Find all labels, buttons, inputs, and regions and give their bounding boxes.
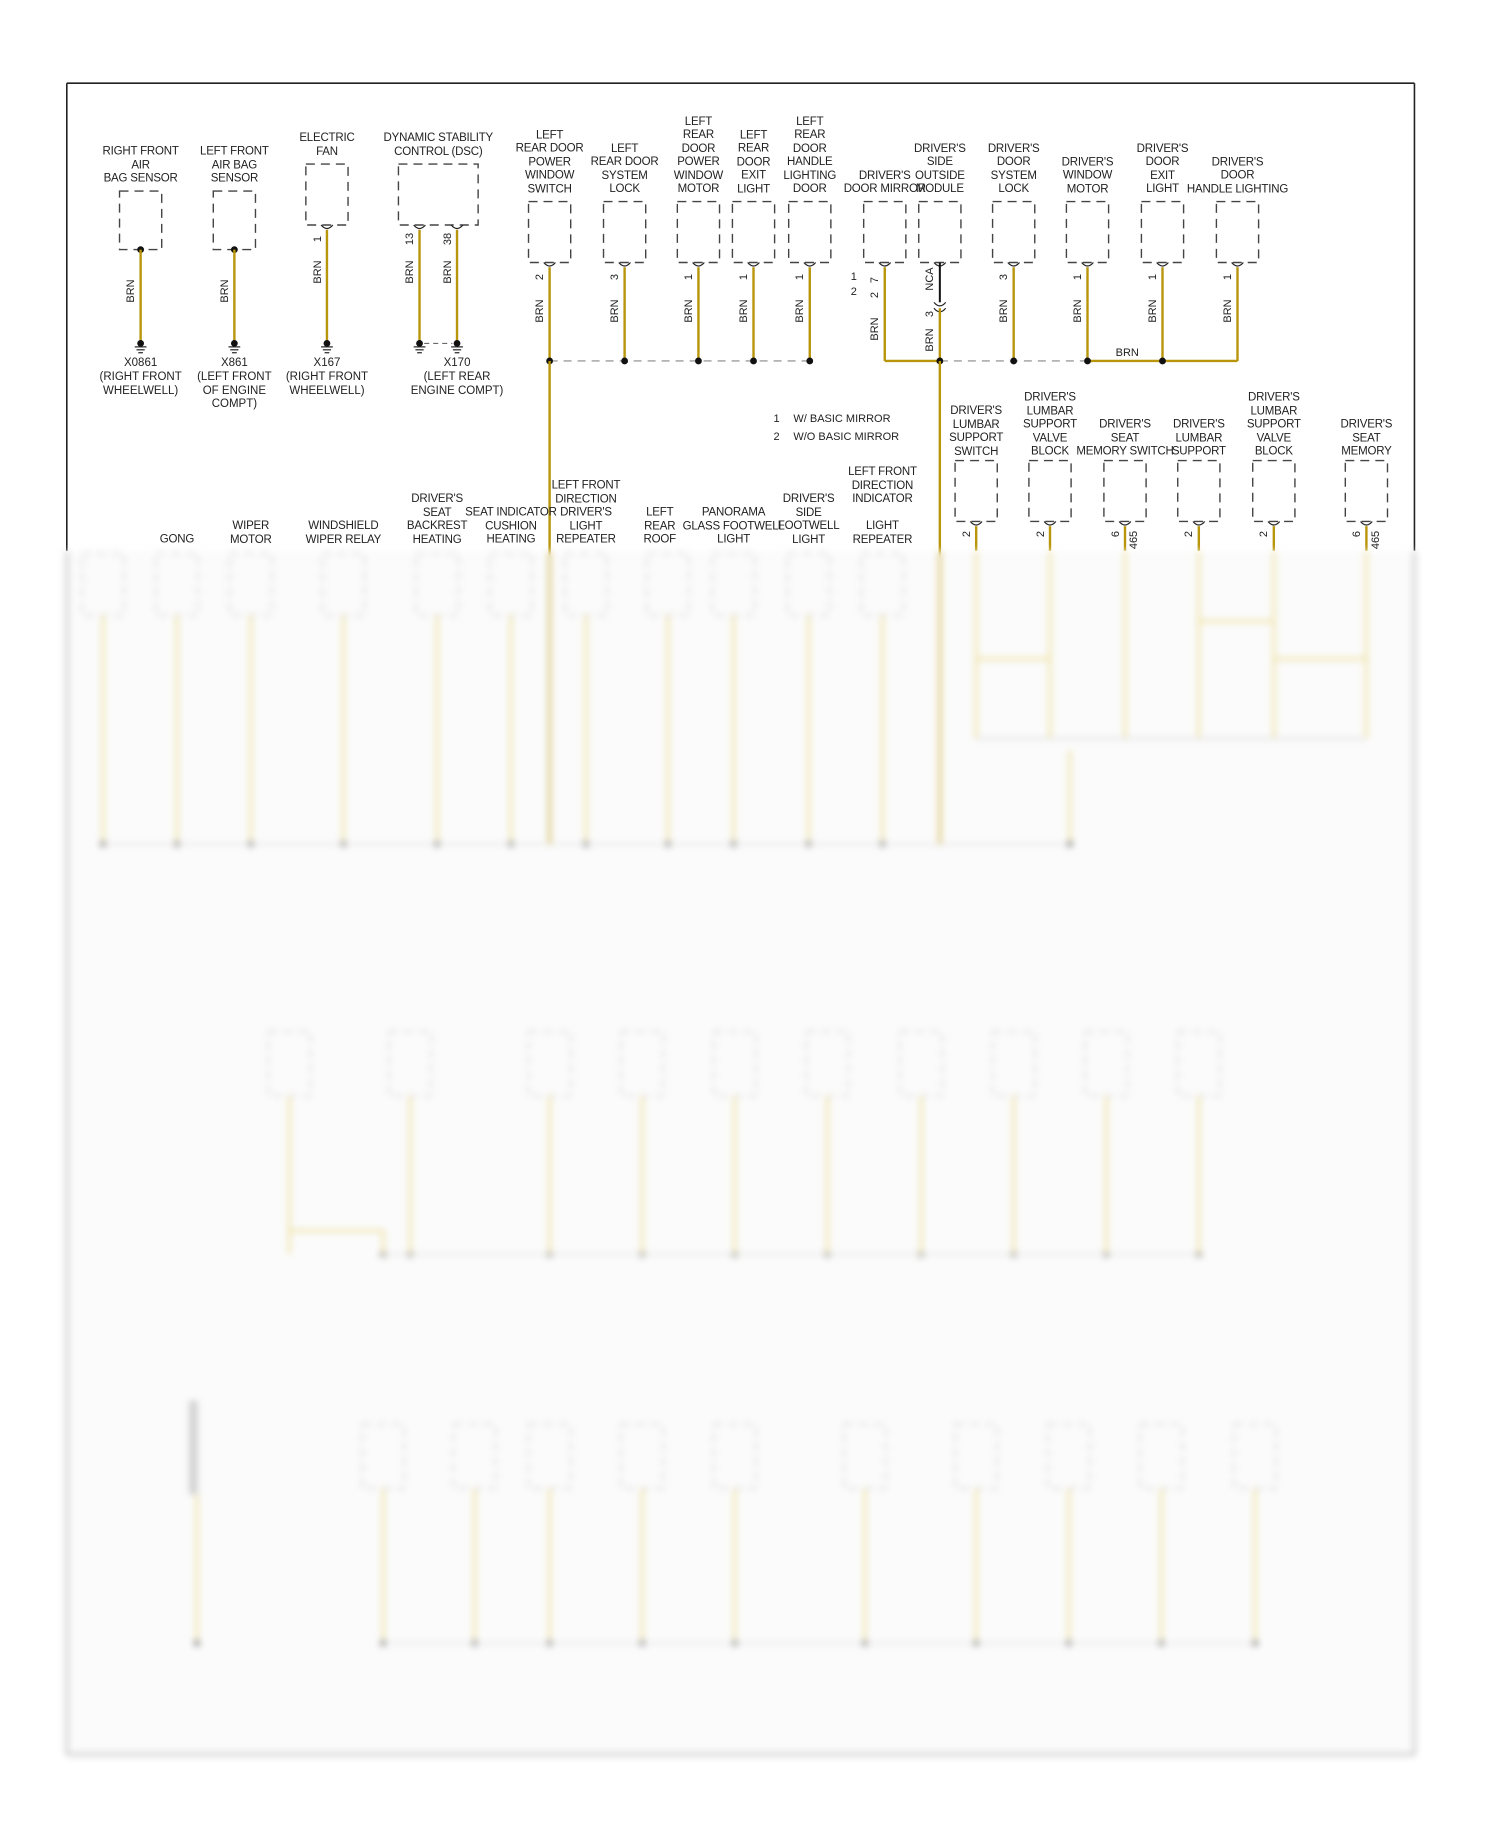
component-box xyxy=(789,202,831,263)
pin-number: 3 xyxy=(609,273,622,280)
component-label: DRIVER'S SEAT BACKREST HEATING xyxy=(406,493,468,546)
wire-color-label: BRN xyxy=(125,279,138,303)
pin-variant-number: 2 xyxy=(850,285,857,298)
component-box xyxy=(1104,461,1146,522)
pin-number: 2 xyxy=(1258,531,1271,538)
ground-id: X861 xyxy=(220,357,248,370)
wire-color-label: BRN xyxy=(998,298,1011,323)
pin-number: 13 xyxy=(404,232,417,246)
component-box xyxy=(529,202,571,263)
component-label: LEFT FRONT AIR BAG SENSOR xyxy=(200,145,269,185)
splice-dot xyxy=(1010,358,1017,365)
splice-dot xyxy=(1159,358,1166,365)
component-label: LEFT FRONT DIRECTION INDICATOR LIGHT REPEATER xyxy=(848,466,917,546)
pin-number: 1 xyxy=(1147,273,1160,280)
wire-color-label: BRN xyxy=(534,298,547,323)
wire-color-label: BRN xyxy=(794,298,807,323)
component-label: DRIVER'S DOOR HANDLE LIGHTING xyxy=(1186,156,1289,196)
ground-icon xyxy=(416,340,423,347)
component-label: DRIVER'S DOOR SYSTEM LOCK xyxy=(987,142,1040,196)
connector-icon xyxy=(934,302,946,306)
component-label: DRIVER'S LUMBAR SUPPORT VALVE BLOCK xyxy=(1246,391,1301,458)
nca-label: NCA xyxy=(924,267,937,291)
wire-color-label: BRN xyxy=(1115,346,1139,359)
component-box xyxy=(864,202,906,263)
ground-icon xyxy=(137,340,144,347)
wire-color-label: BRN xyxy=(683,298,696,323)
ground-icon xyxy=(454,340,461,347)
component-label: WINDSHIELD WIPER RELAY xyxy=(305,520,382,546)
ground-id: X0861 xyxy=(123,357,158,370)
component-box xyxy=(1345,461,1387,522)
obscured-dot xyxy=(1067,841,1074,848)
component-box xyxy=(1029,461,1071,522)
pin-number: 1 xyxy=(738,273,751,280)
component-box xyxy=(1066,202,1108,263)
component-box xyxy=(398,164,478,225)
component-box xyxy=(955,461,997,522)
pin-number: 2 xyxy=(534,273,547,280)
wire-color-label: BRN xyxy=(1222,298,1235,323)
component-label: SEAT INDICATOR CUSHION HEATING xyxy=(465,506,557,546)
obscured-dot xyxy=(193,1640,200,1647)
pin-number: 3 xyxy=(998,273,1011,280)
component-label: LEFT REAR ROOF xyxy=(643,506,676,546)
component-label: LEFT REAR DOOR POWER WINDOW SWITCH xyxy=(515,129,584,196)
pin-number: 3 xyxy=(924,311,937,318)
component-box xyxy=(1178,461,1220,522)
component-box xyxy=(213,191,255,250)
component-box xyxy=(677,202,719,263)
pin-number: 6 xyxy=(1351,531,1364,538)
component-label: RIGHT FRONT AIR BAG SENSOR xyxy=(102,145,179,185)
obscured-background xyxy=(67,551,1415,1755)
component-label: LEFT FRONT DIRECTION DRIVER'S LIGHT REPEATER xyxy=(551,479,621,546)
wire-color-label: BRN xyxy=(311,260,324,284)
ground-id: X167 xyxy=(313,357,341,370)
component-box xyxy=(306,164,348,225)
component-label: PANORAMA GLASS FOOTWELL LIGHT xyxy=(682,506,785,546)
component-label: DRIVER'S LUMBAR SUPPORT VALVE BLOCK xyxy=(1023,391,1077,458)
component-label: DRIVER'S DOOR EXIT LIGHT xyxy=(1136,142,1189,196)
component-label: DRIVER'S WINDOW MOTOR xyxy=(1061,156,1114,196)
ground-location: (LEFT REAR ENGINE COMPT) xyxy=(410,371,504,397)
pin-number: 7 xyxy=(869,277,882,284)
pin-number: 1 xyxy=(794,273,807,280)
component-label: DRIVER'S SIDE OUTSIDE MODULE xyxy=(913,142,966,196)
pin-number: 1 xyxy=(1072,273,1085,280)
wire-color-label: BRN xyxy=(404,260,417,284)
pin-number: 6 xyxy=(1109,531,1122,538)
splice-dot xyxy=(1084,358,1091,365)
component-box xyxy=(1141,202,1183,263)
wire-color-label: BRN xyxy=(738,298,751,323)
wire-color-label: BRN xyxy=(924,328,937,352)
splice-dot xyxy=(806,358,813,365)
pin-number: 38 xyxy=(441,232,454,246)
pin-number: 2 xyxy=(1183,531,1196,538)
wire-color-label: BRN xyxy=(1147,298,1160,323)
pin-number: 2 xyxy=(1034,531,1047,538)
component-box xyxy=(604,202,646,263)
component-label: DRIVER'S DOOR MIRROR xyxy=(843,169,926,196)
legend-number: 1 xyxy=(773,412,780,425)
wire-color-label: BRN xyxy=(609,298,622,323)
ground-location: (LEFT FRONT OF ENGINE COMPT) xyxy=(197,371,272,411)
wire-color-label: BRN xyxy=(219,279,231,303)
ground-location: (RIGHT FRONT WHEELWELL) xyxy=(285,371,369,397)
component-label: DYNAMIC STABILITY CONTROL (DSC) xyxy=(383,132,494,158)
pin-number: 1 xyxy=(1222,273,1235,280)
obscured-lower-diagram xyxy=(0,551,1500,1828)
component-label: GONG xyxy=(159,533,195,546)
component-label: DRIVER'S LUMBAR SUPPORT xyxy=(1171,418,1226,458)
wire-color-label: BRN xyxy=(1072,298,1085,323)
component-label: ELECTRIC FAN xyxy=(299,132,355,158)
ground-location: (RIGHT FRONT WHEELWELL) xyxy=(99,371,182,397)
splice-dot xyxy=(750,358,757,365)
component-label: DRIVER'S SEAT MEMORY xyxy=(1340,418,1393,458)
component-label: LEFT REAR DOOR POWER WINDOW MOTOR xyxy=(673,115,724,196)
component-box xyxy=(120,191,162,250)
component-box xyxy=(919,202,961,263)
component-label: LEFT REAR DOOR SYSTEM LOCK xyxy=(590,142,659,196)
component-label: LEFT REAR DOOR EXIT LIGHT xyxy=(736,129,771,196)
component-label: DRIVER'S SEAT MEMORY SWITCH xyxy=(1076,418,1174,458)
splice-dot xyxy=(695,358,702,365)
component-label: LEFT REAR DOOR HANDLE LIGHTING DOOR xyxy=(783,115,837,196)
splice-dot xyxy=(621,358,628,365)
legend-text: W/ BASIC MIRROR xyxy=(793,412,891,425)
pin-number: 2 xyxy=(960,531,973,538)
component-label: DRIVER'S LUMBAR SUPPORT SWITCH xyxy=(949,405,1004,458)
ground-icon xyxy=(231,340,238,347)
component-box xyxy=(993,202,1035,263)
legend-number: 2 xyxy=(773,431,780,444)
ground-icon xyxy=(324,340,331,347)
wire-color-label: BRN xyxy=(869,317,882,341)
legend-text: W/O BASIC MIRROR xyxy=(793,431,900,444)
pin-number: 465 xyxy=(1369,531,1382,550)
wire-color-label: BRN xyxy=(441,260,454,284)
pin-number: 1 xyxy=(683,273,696,280)
pin-number: 2 xyxy=(869,292,882,299)
component-box xyxy=(732,202,774,263)
component-label: DRIVER'S SIDE FOOTWELL LIGHT xyxy=(777,493,840,546)
pin-number: 1 xyxy=(311,236,324,243)
component-box xyxy=(1216,202,1258,263)
component-label: WIPER MOTOR xyxy=(229,520,272,546)
component-box xyxy=(1253,461,1295,522)
pin-variant-number: 1 xyxy=(850,270,857,283)
ground-id: X170 xyxy=(443,357,471,370)
pin-number: 465 xyxy=(1128,531,1141,550)
